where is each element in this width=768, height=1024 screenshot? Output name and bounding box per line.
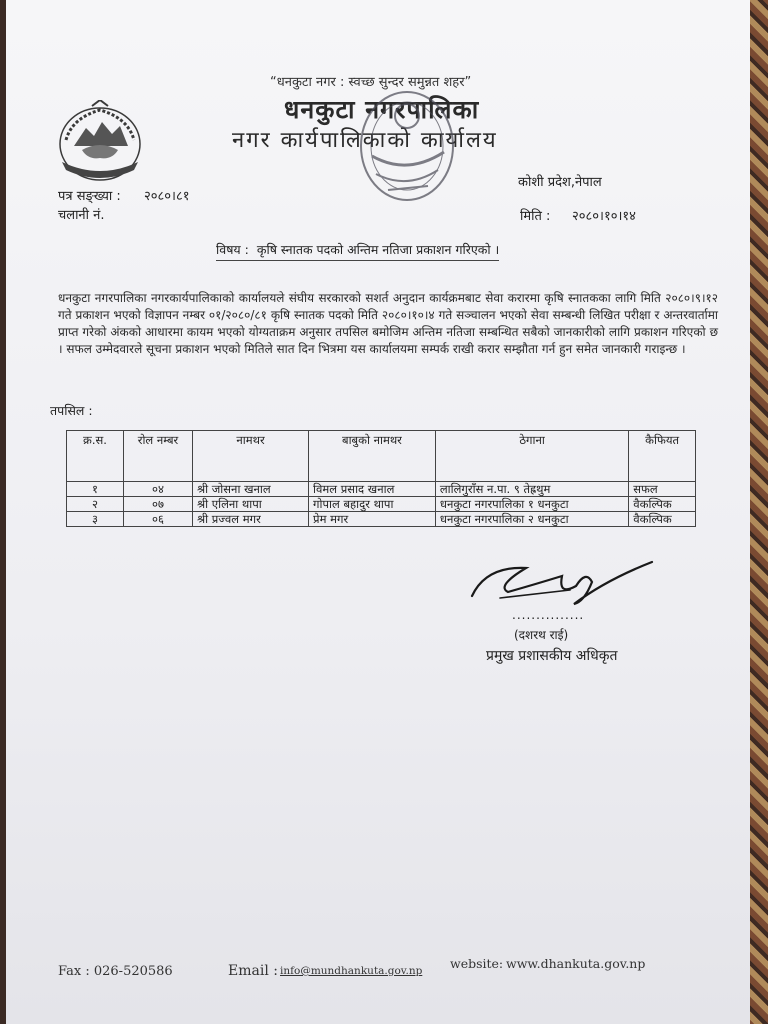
document-page	[6, 0, 750, 1024]
cell-serial: २	[67, 497, 124, 512]
table-header-row	[67, 431, 696, 482]
table-row	[67, 482, 696, 497]
cell-father-name: विमल प्रसाद खनाल	[309, 482, 436, 497]
cell-father-name: गोपाल बहादुर थापा	[309, 497, 436, 512]
fax-number: Fax : 026-520586	[58, 964, 173, 979]
signatory-name: (दशरथ राई)	[514, 628, 569, 642]
cell-address: धनकुटा नगरपालिका १ धनकुटा	[435, 497, 628, 512]
table-row	[67, 512, 696, 527]
website-label: website:	[450, 956, 504, 971]
province-text: कोशी प्रदेश,नेपाल	[518, 175, 602, 190]
table-row	[67, 497, 696, 512]
cell-father-name: प्रेम मगर	[309, 512, 436, 527]
header-roll-number: रोल नम्बर	[124, 431, 193, 482]
cell-remarks: सफल	[629, 482, 696, 497]
results-table	[66, 430, 696, 527]
header-serial: क्र.स.	[67, 431, 124, 482]
subject-label: विषय :	[216, 242, 249, 257]
signature-icon	[466, 556, 656, 610]
header-name: नामथर	[193, 431, 309, 482]
date-value: २०८०।१०।१४	[572, 209, 636, 224]
cell-name: श्री जोसना खनाल	[193, 482, 309, 497]
cell-roll-number: ०७	[124, 497, 193, 512]
signature-dots: ...............	[512, 608, 585, 622]
email-link[interactable]: info@mundhankuta.gov.np	[280, 965, 423, 977]
header-address: ठेगाना	[435, 431, 628, 482]
cell-serial: ३	[67, 512, 124, 527]
letter-number-value: २०८०।८१	[144, 189, 190, 204]
cell-remarks: वैकल्पिक	[629, 512, 696, 527]
office-stamp-icon	[352, 86, 462, 216]
organization-title: धनकुटा नगरपालिका	[284, 95, 480, 124]
office-title: नगर कार्यपालिकाको कार्यालय	[232, 128, 498, 153]
nepal-emblem-icon	[52, 100, 148, 186]
details-label: तपसिल :	[50, 403, 93, 418]
motto: “धनकुटा नगर : स्वच्छ सुन्दर समुन्नत शहर”	[270, 75, 472, 90]
signatory-title: प्रमुख प्रशासकीय अधिकृत	[486, 648, 618, 664]
email-label: Email :	[228, 963, 278, 979]
header-remarks: कैफियत	[629, 431, 696, 482]
cell-name: श्री एलिना थापा	[193, 497, 309, 512]
subject-line	[216, 241, 499, 261]
dispatch-number-label: चलानी नं.	[58, 208, 105, 223]
cell-address: धनकुटा नगरपालिका २ धनकुटा	[435, 512, 628, 527]
cell-address: लालिगुराँस न.पा. ९ तेह्रथुम	[435, 482, 628, 497]
website-link[interactable]: www.dhankuta.gov.np	[506, 956, 646, 971]
letter-number-label: पत्र सङ्ख्या :	[58, 189, 121, 204]
cell-roll-number: ०४	[124, 482, 193, 497]
cell-serial: १	[67, 482, 124, 497]
header-father-name: बाबुको नामथर	[309, 431, 436, 482]
subject-text: कृषि स्नातक पदको अन्तिम नतिजा प्रकाशन गरिएको ।	[256, 242, 500, 257]
cell-name: श्री प्रज्वल मगर	[193, 512, 309, 527]
date-label: मिति :	[520, 209, 551, 224]
body-paragraph: धनकुटा नगरपालिका नगरकार्यपालिकाको कार्यालयले संघीय सरकारको सशर्त अनुदान कार्यक्रमबाट सेवा करारमा कृषि स्नातकका लागि मिति २०८०।९।१२ गते प्रकाशन भएको विज्ञापन नम्बर ०१/२०८०/८१ कृषि स्नातक पदको मिति २०८०।१०।४ गते सञ्चालन भएको सेवा सम्बन्धी लिखित परीक्षा र अन्तरवार्तामा प्राप्त गरेको अंकको आधारमा कायम भएको योग्यताक्रम अनुसार तपसिल बमोजिम अन्तिम नतिजा सम्बन्धित सबैको जानकारीको लागि प्रकाशन गरिएको छ । सफल उम्मेदवारले सूचना प्रकाशन भएको मितिले सात दिन भित्रमा यस कार्यालयमा सम्पर्क राखी करार सम्झौता गर्न हुन समेत जानकारी गराइन्छ ।	[58, 291, 718, 356]
cell-roll-number: ०६	[124, 512, 193, 527]
cell-remarks: वैकल्पिक	[629, 497, 696, 512]
